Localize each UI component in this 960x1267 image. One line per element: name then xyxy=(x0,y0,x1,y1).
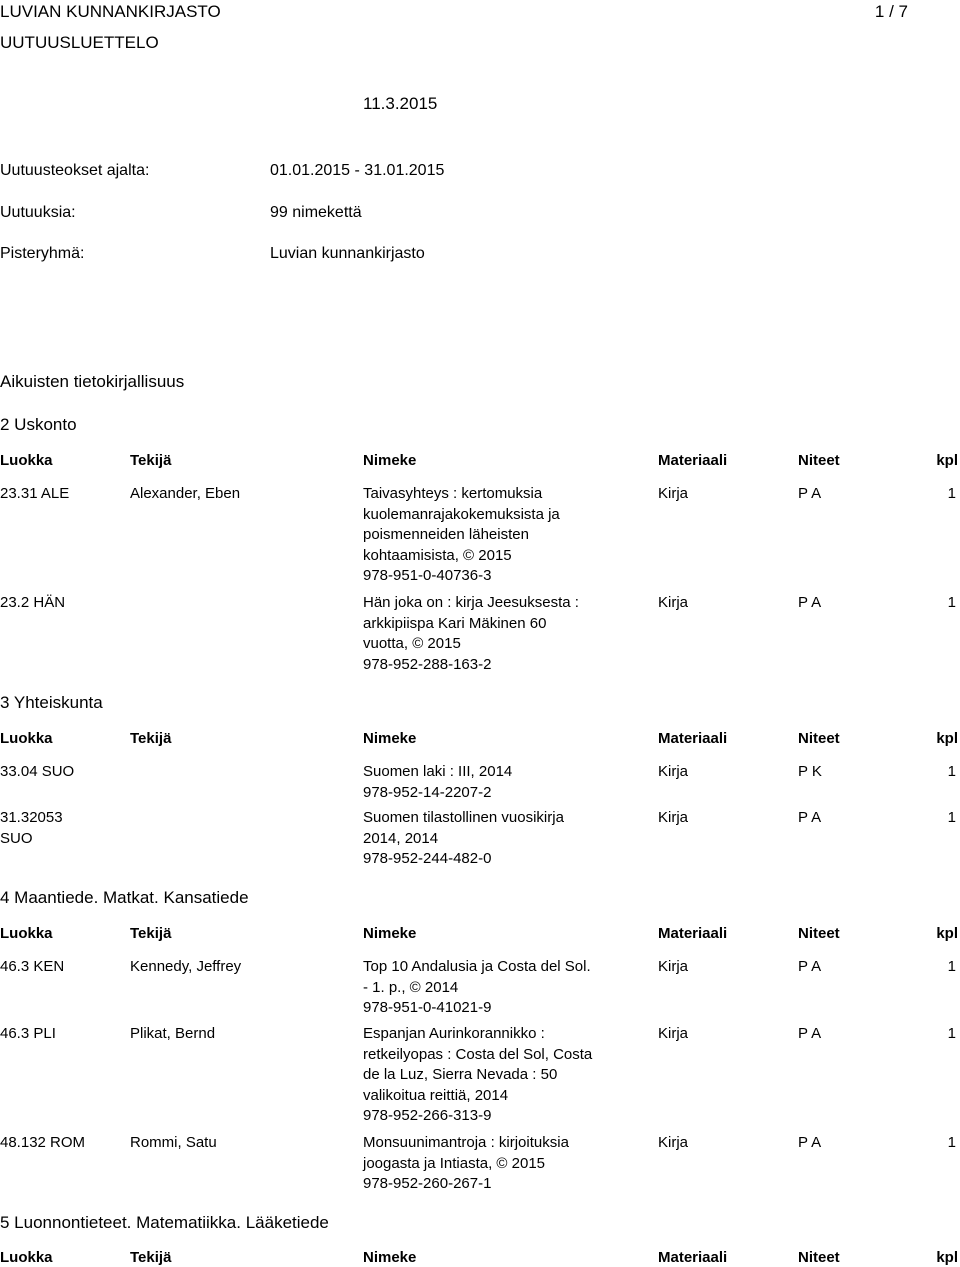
row-title xyxy=(363,957,591,1019)
col-title-header: Nimeke xyxy=(363,730,417,747)
row-count: 1 xyxy=(947,763,956,780)
row-count: 1 xyxy=(947,1025,956,1042)
row-count: 1 xyxy=(947,594,956,611)
col-author-header: Tekijä xyxy=(130,730,172,747)
row-count: 1 xyxy=(947,1134,956,1151)
row-class: 33.04 SUO xyxy=(0,763,75,780)
page-number: 1 / 7 xyxy=(874,2,908,21)
col-material-header: Materiaali xyxy=(658,730,728,747)
col-count-header: kpl xyxy=(936,925,958,942)
title-line: arkkipiispa Kari Mäkinen 60 xyxy=(363,614,547,632)
list-title: UUTUUSLUETTELO xyxy=(0,33,159,52)
title-line: Taivasyhteys : kertomuksia xyxy=(363,485,543,502)
row-author: Rommi, Satu xyxy=(130,1134,217,1151)
period-value: 01.01.2015 - 31.01.2015 xyxy=(270,162,445,179)
category-title: Aikuisten tietokirjallisuus xyxy=(0,372,185,391)
isbn: 978-951-0-40736-3 xyxy=(363,567,492,584)
row-title xyxy=(363,762,512,803)
row-volumes: P A xyxy=(798,485,822,502)
title-line: Top 10 Andalusia ja Costa del Sol. xyxy=(363,958,591,975)
col-title-header: Nimeke xyxy=(363,925,417,942)
title-line: Espanjan Aurinkorannikko : xyxy=(363,1025,545,1042)
title-line: valikoitua reittiä, 2014 xyxy=(363,1086,509,1104)
title-line: retkeilyopas : Costa del Sol, Costa xyxy=(363,1045,593,1063)
isbn: 978-952-266-313-9 xyxy=(363,1107,492,1124)
col-title-header: Nimeke xyxy=(363,1249,417,1266)
isbn: 978-952-260-267-1 xyxy=(363,1175,492,1192)
col-volumes-header: Niteet xyxy=(798,730,840,747)
row-title xyxy=(363,593,579,675)
isbn: 978-951-0-41021-9 xyxy=(363,999,492,1016)
col-class-header: Luokka xyxy=(0,1249,53,1266)
title-line: vuotta, © 2015 xyxy=(363,635,461,652)
library-name: LUVIAN KUNNANKIRJASTO xyxy=(0,2,221,21)
row-material: Kirja xyxy=(658,763,689,780)
col-volumes-header: Niteet xyxy=(798,925,840,942)
row-class: 23.2 HÄN xyxy=(0,594,66,611)
col-author-header: Tekijä xyxy=(130,925,172,942)
section-title: 3 Yhteiskunta xyxy=(0,693,103,712)
row-count: 1 xyxy=(947,485,956,502)
title-line: Monsuunimantroja : kirjoituksia xyxy=(363,1134,569,1151)
section-title: 5 Luonnontieteet. Matematiikka. Lääketiede xyxy=(0,1213,329,1232)
title-line: poismenneiden läheisten xyxy=(363,526,529,543)
col-count-header: kpl xyxy=(936,452,958,469)
row-title xyxy=(363,1133,569,1195)
col-class-header: Luokka xyxy=(0,925,53,942)
row-author: Alexander, Eben xyxy=(130,485,241,502)
row-volumes: P A xyxy=(798,1134,822,1151)
row-class: 46.3 KEN xyxy=(0,958,65,975)
col-material-header: Materiaali xyxy=(658,925,728,942)
col-author-header: Tekijä xyxy=(130,452,172,469)
isbn: 978-952-244-482-0 xyxy=(363,850,492,867)
section-title: 4 Maantiede. Matkat. Kansatiede xyxy=(0,888,249,907)
col-count-header: kpl xyxy=(936,1249,958,1266)
row-count: 1 xyxy=(947,958,956,975)
class-line: 31.32053 xyxy=(0,809,63,826)
title-line: kohtaamisista, © 2015 xyxy=(363,546,512,564)
row-author: Plikat, Bernd xyxy=(130,1025,216,1042)
row-class: 46.3 PLI xyxy=(0,1025,56,1042)
title-line: Hän joka on : kirja Jeesuksesta : xyxy=(363,594,579,611)
row-volumes: P A xyxy=(798,594,822,611)
col-class-header: Luokka xyxy=(0,452,53,469)
col-class-header: Luokka xyxy=(0,730,53,747)
row-title xyxy=(363,484,560,587)
row-class xyxy=(0,808,63,849)
report-date: 11.3.2015 xyxy=(363,94,438,113)
row-volumes: P A xyxy=(798,1025,822,1042)
col-count-header: kpl xyxy=(936,730,958,747)
count-value: 99 nimekettä xyxy=(270,204,362,221)
row-material: Kirja xyxy=(658,809,689,826)
title-line: - 1. p., © 2014 xyxy=(363,978,459,996)
class-line: SUO xyxy=(0,829,33,847)
row-class: 48.132 ROM xyxy=(0,1134,86,1151)
row-material: Kirja xyxy=(658,485,689,502)
row-material: Kirja xyxy=(658,594,689,611)
col-volumes-header: Niteet xyxy=(798,1249,840,1266)
title-line: joogasta ja Intiasta, © 2015 xyxy=(363,1154,546,1172)
title-line: Suomen tilastollinen vuosikirja xyxy=(363,809,564,826)
isbn: 978-952-14-2207-2 xyxy=(363,783,492,801)
title-line: 2014, 2014 xyxy=(363,829,439,847)
col-material-header: Materiaali xyxy=(658,1249,728,1266)
isbn: 978-952-288-163-2 xyxy=(363,655,492,673)
title-line: Suomen laki : III, 2014 xyxy=(363,763,513,780)
count-label: Uutuuksia: xyxy=(0,204,76,221)
row-class: 23.31 ALE xyxy=(0,485,70,502)
col-material-header: Materiaali xyxy=(658,452,728,469)
col-volumes-header: Niteet xyxy=(798,452,840,469)
row-material: Kirja xyxy=(658,1025,689,1042)
row-material: Kirja xyxy=(658,1134,689,1151)
section-title: 2 Uskonto xyxy=(0,415,77,434)
row-title xyxy=(363,808,564,870)
row-material: Kirja xyxy=(658,958,689,975)
row-volumes: P A xyxy=(798,809,822,826)
col-author-header: Tekijä xyxy=(130,1249,172,1266)
row-author: Kennedy, Jeffrey xyxy=(130,958,242,975)
row-volumes: P A xyxy=(798,958,822,975)
title-line: de la Luz, Sierra Nevada : 50 xyxy=(363,1066,558,1083)
period-label: Uutuusteokset ajalta: xyxy=(0,162,150,179)
title-line: kuolemanrajakokemuksista ja xyxy=(363,505,560,523)
row-volumes: P K xyxy=(798,763,822,780)
row-count: 1 xyxy=(947,809,956,826)
col-title-header: Nimeke xyxy=(363,452,417,469)
group-label: Pisteryhmä: xyxy=(0,245,85,262)
row-title xyxy=(363,1024,592,1127)
group-value: Luvian kunnankirjasto xyxy=(270,245,425,262)
